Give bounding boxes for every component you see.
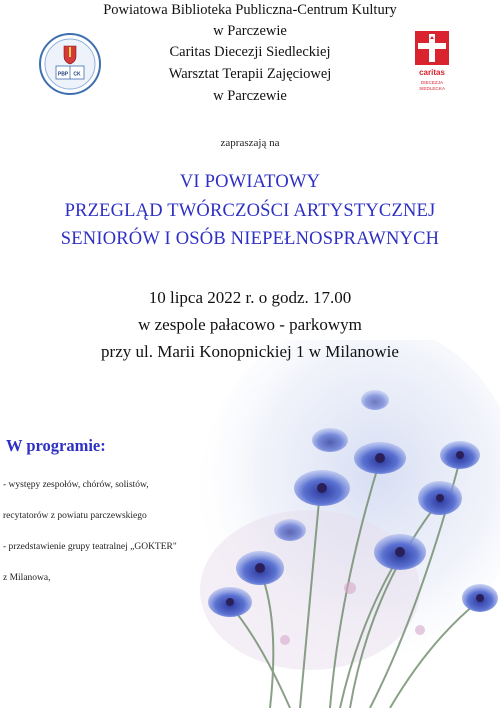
cornflower-watercolor-illustration bbox=[190, 340, 500, 708]
event-title-line-2: PRZEGLĄD TWÓRCZOŚCI ARTYSTYCZNEJ bbox=[64, 201, 436, 221]
caritas-logo-subtext-2: SIEDLECKA bbox=[419, 86, 445, 91]
event-title-line-1: VI POWIATOWY bbox=[179, 172, 321, 192]
program-item-2: recytatorów z powiatu parczewskiego bbox=[3, 511, 147, 521]
organizer-line-2: w Parczewie bbox=[213, 23, 287, 39]
organizer-line-4: Warsztat Terapii Zajęciowej bbox=[168, 66, 332, 82]
organizer-line-3: Caritas Diecezji Siedleckiej bbox=[169, 44, 331, 60]
program-item-4: z Milanowa, bbox=[3, 573, 51, 583]
event-date: 10 lipca 2022 r. o godz. 17.00 bbox=[148, 288, 352, 307]
event-venue: w zespole pałacowo - parkowym bbox=[138, 315, 362, 334]
caritas-cross-icon bbox=[415, 31, 449, 65]
caritas-logo-subtext-1: DIECEZJA bbox=[420, 80, 444, 85]
invite-text: zapraszają na bbox=[220, 137, 280, 149]
program-title: W programie: bbox=[6, 436, 106, 455]
library-logo bbox=[38, 32, 102, 96]
event-address: przy ul. Marii Konopnickiej 1 w Milanowie bbox=[101, 342, 399, 361]
caritas-logo-text: caritas bbox=[419, 68, 445, 77]
event-title-line-3: SENIORÓW I OSÓB NIEPEŁNOSPRAWNYCH bbox=[60, 229, 440, 249]
organizer-line-5: w Parczewie bbox=[213, 88, 287, 104]
logo-text-ck: CK bbox=[73, 71, 81, 78]
logo-text-pbp: PBP bbox=[57, 71, 69, 78]
program-item-3: - przedstawienie grupy teatralnej „GOKTER" bbox=[3, 542, 177, 552]
organizer-line-1: Powiatowa Biblioteka Publiczna-Centrum Kultury bbox=[103, 2, 397, 18]
caritas-logo bbox=[408, 28, 456, 98]
program-item-1: - występy zespołów, chórów, solistów, bbox=[3, 480, 149, 490]
